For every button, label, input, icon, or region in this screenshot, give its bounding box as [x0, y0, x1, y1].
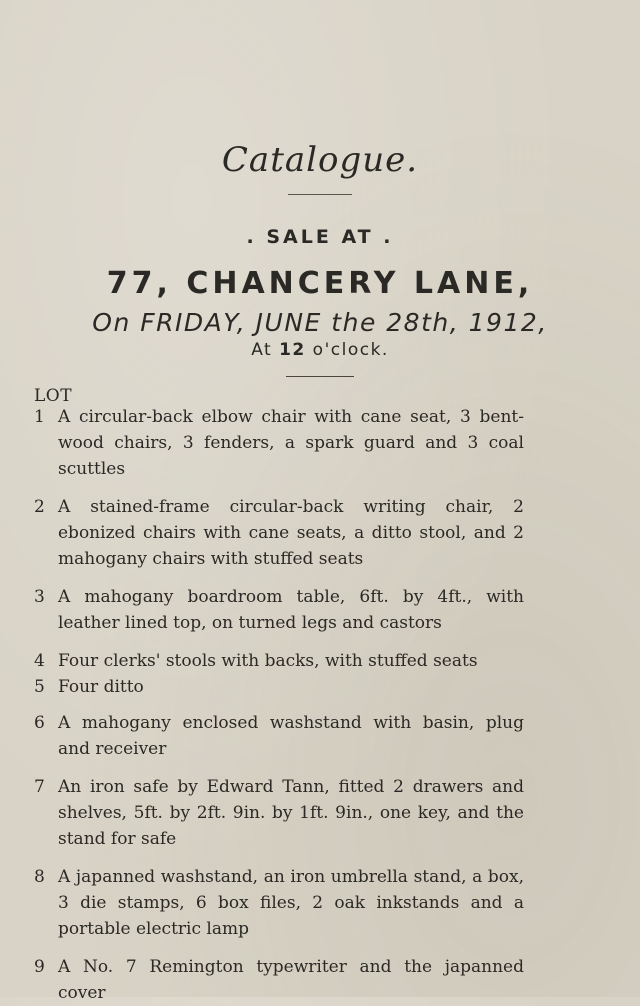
lot-description: A japanned washstand, an iron umbrella stand, a box, 3 die stamps, 6 box files, 2 oak inkstands and a portable electric lamp: [58, 867, 524, 939]
lot-item: [34, 774, 524, 852]
lot-number: 6: [34, 713, 45, 733]
lot-item: [34, 954, 524, 1006]
lot-number: 2: [34, 497, 45, 517]
lot-item: [34, 404, 524, 482]
lot-number: 5: [34, 677, 45, 697]
lot-description: A No. 7 Remington typewriter and the japanned cover: [58, 957, 524, 1003]
lot-column-heading: LOT: [34, 386, 73, 406]
sale-at-heading: . SALE AT .: [246, 226, 394, 248]
sale-date: On FRIDAY, JUNE the 28th, 1912,: [92, 308, 548, 337]
lot-number: 1: [34, 407, 45, 427]
lot-number: 3: [34, 587, 45, 607]
lot-description: An iron safe by Edward Tann, fitted 2 drawers and shelves, 5ft. by 2ft. 9in. by 1ft. 9in., one key, and the stand for safe: [58, 777, 524, 849]
time-suffix: o'clock.: [312, 340, 389, 360]
lot-description: A circular-back elbow chair with cane seat, 3 bent-wood chairs, 3 fenders, a spark guard and 3 coal scuttles: [58, 407, 524, 479]
lot-list: [34, 404, 524, 1006]
lot-description: A mahogany enclosed washstand with basin, plug and receiver: [58, 713, 524, 759]
time-prefix: At: [251, 340, 273, 360]
lot-number: 7: [34, 777, 45, 797]
lot-item: [34, 674, 524, 700]
sale-time: [0, 340, 640, 360]
time-number: 12: [279, 340, 306, 360]
lot-item: [34, 584, 524, 636]
lot-number: 4: [34, 651, 45, 671]
lot-number: 9: [34, 957, 45, 977]
lot-item: [34, 494, 524, 572]
lot-item: [34, 710, 524, 762]
title-rule: [288, 194, 352, 195]
section-rule: [286, 376, 354, 377]
lot-description: Four ditto: [58, 677, 144, 697]
lot-item: [34, 648, 524, 674]
lot-number: 8: [34, 867, 45, 887]
sale-address: 77, CHANCERY LANE,: [106, 266, 534, 301]
lot-description: Four clerks' stools with backs, with stuffed seats: [58, 651, 478, 671]
lot-description: A mahogany boardroom table, 6ft. by 4ft., with leather lined top, on turned legs and castors: [58, 587, 524, 633]
catalogue-title: Catalogue.: [221, 140, 419, 180]
lot-item: [34, 864, 524, 942]
lot-description: A stained-frame circular-back writing chair, 2 ebonized chairs with cane seats, a ditto stool, and 2 mahogany chairs with stuffed seats: [58, 497, 524, 569]
